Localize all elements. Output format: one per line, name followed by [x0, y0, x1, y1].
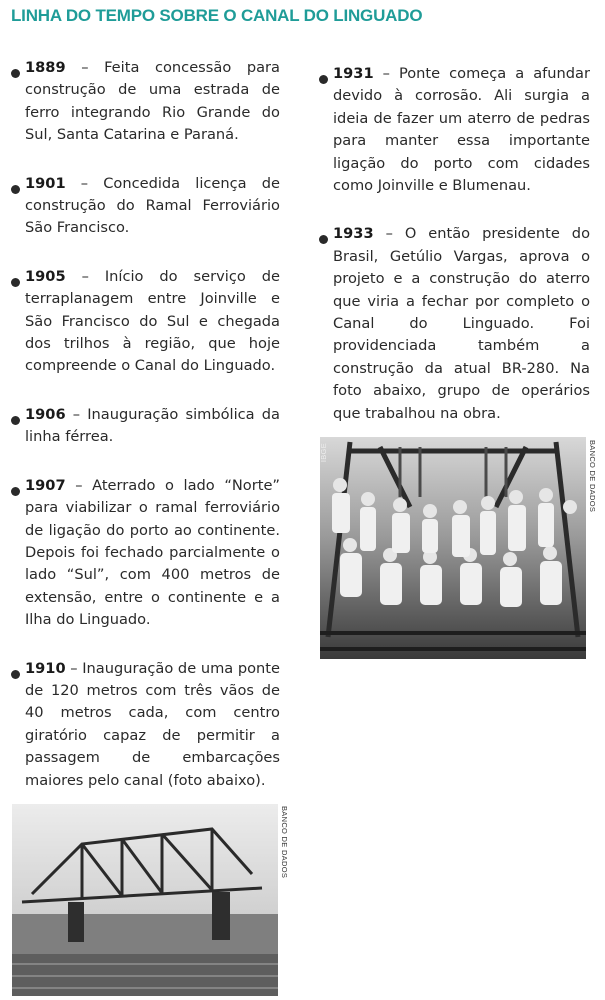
entry-text: – Feita concessão para construção de uma estrada de ferro integrando Rio Grande do Sul, Santa Catarina e Paraná. — [25, 59, 280, 144]
entry-year: 1907 — [25, 476, 66, 494]
bullet-icon — [319, 235, 328, 244]
entry-year: 1905 — [25, 267, 66, 285]
workers-photo-image — [320, 437, 586, 659]
entry-text: – Início do serviço de terraplanagem entre Joinville e São Francisco do Sul e chegada dos trilhos à região, que hoje compreende o Canal do Linguado. — [25, 267, 280, 375]
photo-tag: IBGE — [319, 443, 328, 463]
entry-year: 1931 — [333, 65, 374, 82]
entry-year: 1933 — [333, 225, 374, 243]
timeline-entry-1933 — [318, 223, 590, 425]
entry-year: 1906 — [25, 405, 66, 423]
timeline-entry-1931 — [318, 63, 590, 197]
bridge-photo — [12, 804, 278, 996]
page-title: LINHA DO TEMPO SOBRE O CANAL DO LINGUADO — [11, 6, 423, 25]
bullet-icon — [11, 69, 20, 78]
entry-year: 1910 — [25, 659, 66, 677]
bullet-icon — [11, 185, 20, 194]
timeline-entry-1910 — [10, 658, 280, 792]
workers-photo — [320, 437, 586, 659]
entry-year: 1901 — [25, 174, 66, 192]
entry-year: 1889 — [25, 59, 66, 76]
bridge-photo-image — [12, 804, 278, 996]
entry-text: – Inauguração de uma ponte de 120 metros com três vãos de 40 metros cada, com centro giratório capaz de permitir a passagem de embarcações maiores pelo canal (foto abaixo). — [25, 659, 281, 789]
timeline-right-column — [318, 63, 590, 451]
entry-text: – O então presidente do Brasil, Getúlio Vargas, aprova o projeto e a construção do aterro que viria a fechar por completo o Canal do Linguado. Foi providenciada também a construção da atual BR-280. Na foto abaixo, grupo de operários que trabalhou na obra. — [333, 225, 590, 422]
timeline-left-column — [10, 57, 280, 818]
photo-credit: BANCO DE DADOS — [588, 440, 597, 513]
bullet-icon — [11, 487, 20, 496]
timeline-entry-1889 — [10, 57, 280, 147]
timeline-entry-1901 — [10, 173, 280, 240]
entry-text: – Concedida licença de construção do Ramal Ferroviário São Francisco. — [25, 174, 280, 237]
timeline-entry-1906 — [10, 404, 280, 449]
entry-text: – Aterrado o lado “Norte” para viabilizar o ramal ferroviário de ligação do porto ao continente. Depois foi fechado parcialmente o lado “Sul”, com 400 metros de extensão, entre o continente e a Ilha do Linguado. — [25, 476, 280, 629]
timeline-entry-1907 — [10, 475, 280, 632]
timeline-entry-1905 — [10, 266, 280, 378]
bullet-icon — [11, 416, 20, 425]
entry-text: – Ponte começa a afundar devido à corrosão. Ali surgia a ideia de fazer um aterro de pedras para manter essa importante ligação do porto com cidades como Joinville e Blumenau. — [333, 65, 590, 195]
bullet-icon — [11, 278, 20, 287]
entry-text: – Inauguração simbólica da linha férrea. — [25, 405, 280, 446]
bullet-icon — [319, 75, 328, 84]
bullet-icon — [11, 670, 20, 679]
photo-credit: BANCO DE DADOS — [280, 806, 289, 879]
